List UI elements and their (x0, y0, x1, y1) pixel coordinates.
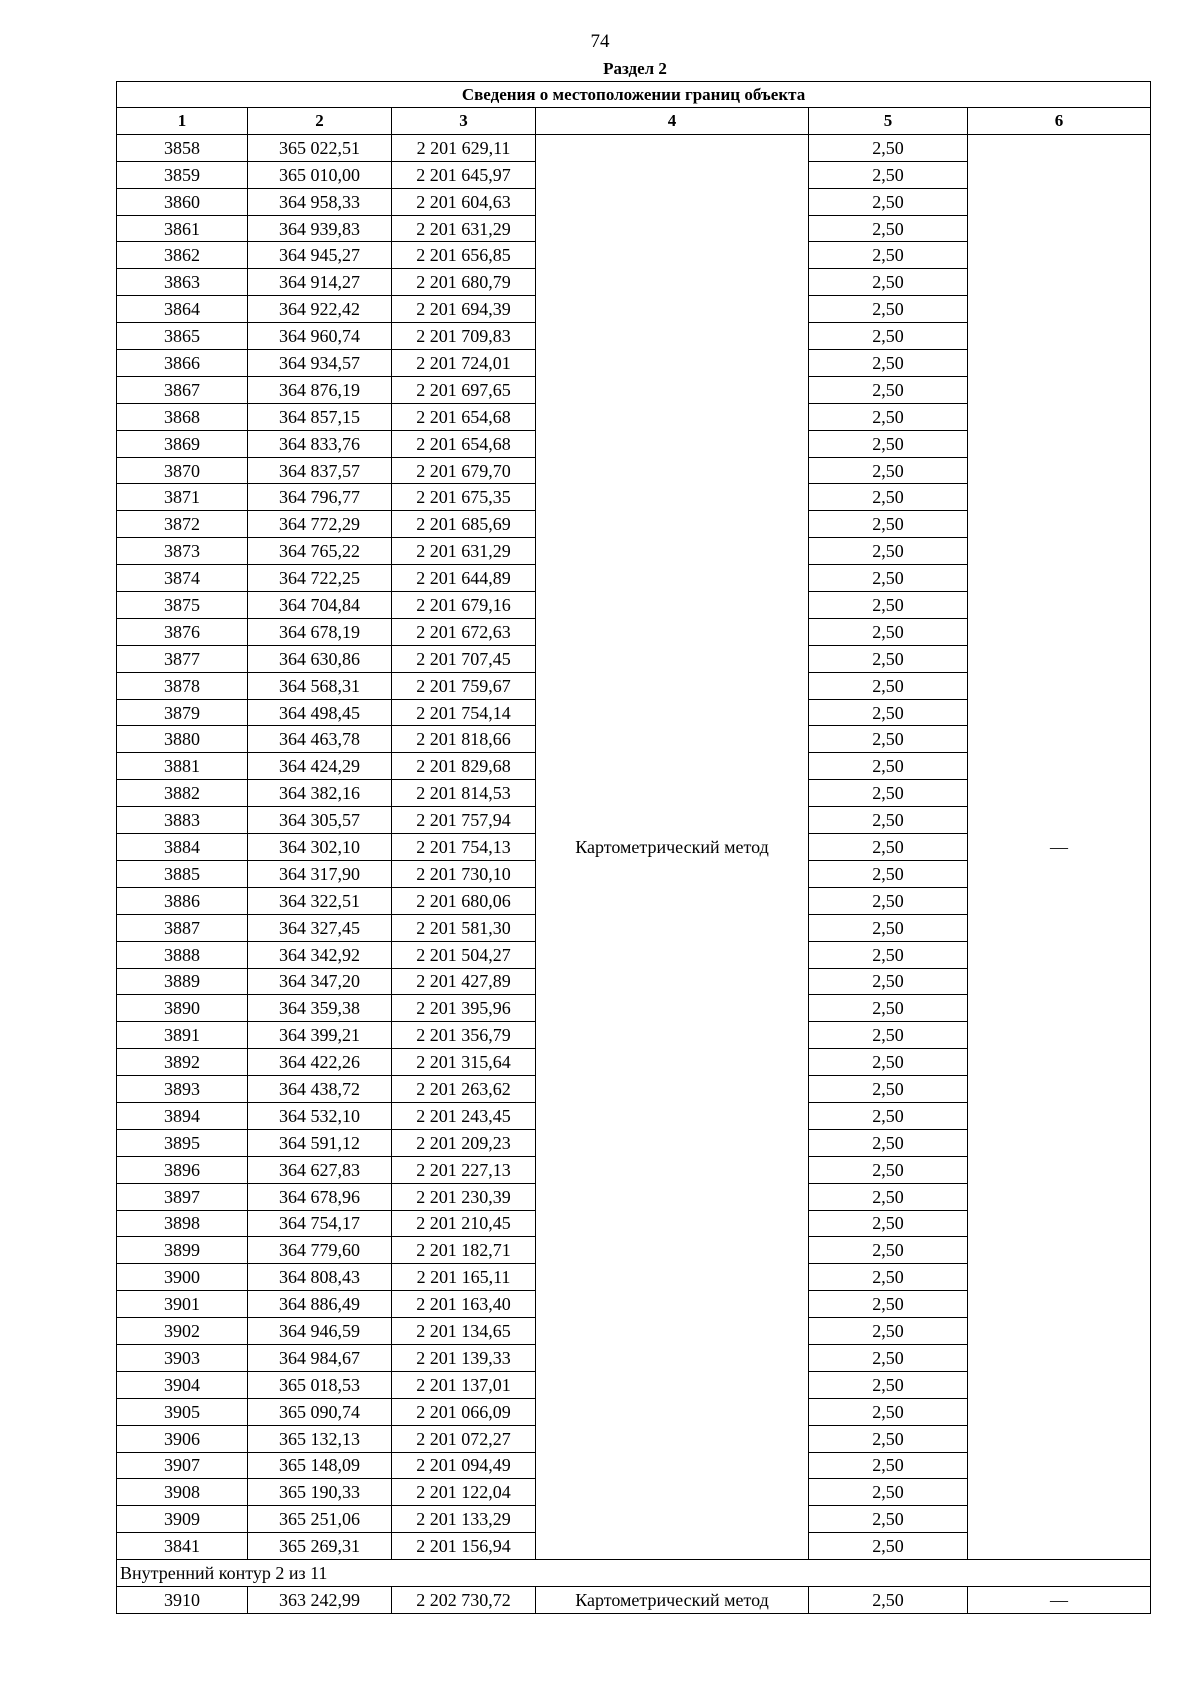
point-number-cell: 3882 (117, 780, 248, 807)
accuracy-cell: 2,50 (809, 1425, 968, 1452)
y-coordinate-cell: 2 201 759,67 (392, 672, 536, 699)
y-coordinate-cell: 2 201 656,85 (392, 242, 536, 269)
table-row (117, 1586, 1151, 1613)
x-coordinate-cell: 364 678,19 (248, 618, 392, 645)
point-number-cell: 3860 (117, 188, 248, 215)
y-coordinate-cell: 2 201 072,27 (392, 1425, 536, 1452)
x-coordinate-cell: 364 305,57 (248, 807, 392, 834)
x-coordinate-cell: 364 765,22 (248, 538, 392, 565)
accuracy-cell: 2,50 (809, 699, 968, 726)
x-coordinate-cell: 364 945,27 (248, 242, 392, 269)
x-coordinate-cell: 364 934,57 (248, 350, 392, 377)
point-number-cell: 3883 (117, 807, 248, 834)
x-coordinate-cell: 364 876,19 (248, 376, 392, 403)
section-title: Раздел 2 (603, 59, 667, 78)
point-number-cell: 3899 (117, 1237, 248, 1264)
accuracy-cell: 2,50 (809, 1183, 968, 1210)
x-coordinate-cell: 364 939,83 (248, 215, 392, 242)
point-number-cell: 3885 (117, 860, 248, 887)
x-coordinate-cell: 364 857,15 (248, 403, 392, 430)
x-coordinate-cell: 364 327,45 (248, 914, 392, 941)
y-coordinate-cell: 2 201 754,13 (392, 834, 536, 861)
point-number-cell: 3867 (117, 376, 248, 403)
point-number-cell: 3879 (117, 699, 248, 726)
x-coordinate-cell: 365 269,31 (248, 1533, 392, 1560)
y-coordinate-cell: 2 201 672,63 (392, 618, 536, 645)
point-number-cell: 3872 (117, 511, 248, 538)
accuracy-cell: 2,50 (809, 1506, 968, 1533)
point-number-cell: 3862 (117, 242, 248, 269)
y-coordinate-cell: 2 201 230,39 (392, 1183, 536, 1210)
accuracy-cell: 2,50 (809, 1237, 968, 1264)
y-coordinate-cell: 2 201 814,53 (392, 780, 536, 807)
description-cell: — (968, 134, 1151, 1559)
point-number-cell: 3889 (117, 968, 248, 995)
y-coordinate-cell: 2 201 629,11 (392, 134, 536, 161)
accuracy-cell: 2,50 (809, 1398, 968, 1425)
point-number-cell: 3878 (117, 672, 248, 699)
point-number-cell: 3897 (117, 1183, 248, 1210)
y-coordinate-cell: 2 201 581,30 (392, 914, 536, 941)
accuracy-cell: 2,50 (809, 1479, 968, 1506)
accuracy-cell: 2,50 (809, 645, 968, 672)
x-coordinate-cell: 364 317,90 (248, 860, 392, 887)
y-coordinate-cell: 2 201 680,79 (392, 269, 536, 296)
point-number-cell: 3881 (117, 753, 248, 780)
y-coordinate-cell: 2 201 137,01 (392, 1371, 536, 1398)
accuracy-cell: 2,50 (809, 1076, 968, 1103)
y-coordinate-cell: 2 201 694,39 (392, 296, 536, 323)
y-coordinate-cell: 2 201 679,70 (392, 457, 536, 484)
x-coordinate-cell: 364 678,96 (248, 1183, 392, 1210)
x-coordinate-cell: 364 754,17 (248, 1210, 392, 1237)
x-coordinate-cell: 364 627,83 (248, 1156, 392, 1183)
y-coordinate-cell: 2 201 724,01 (392, 350, 536, 377)
x-coordinate-cell: 364 422,26 (248, 1049, 392, 1076)
y-coordinate-cell: 2 201 679,16 (392, 592, 536, 619)
accuracy-cell: 2,50 (809, 1210, 968, 1237)
point-number-cell: 3886 (117, 887, 248, 914)
point-number-cell: 3887 (117, 914, 248, 941)
y-coordinate-cell: 2 201 680,06 (392, 887, 536, 914)
y-coordinate-cell: 2 201 644,89 (392, 565, 536, 592)
point-number-cell: 3865 (117, 323, 248, 350)
x-coordinate-cell: 365 251,06 (248, 1506, 392, 1533)
y-coordinate-cell: 2 201 604,63 (392, 188, 536, 215)
accuracy-cell: 2,50 (809, 457, 968, 484)
point-number-cell: 3864 (117, 296, 248, 323)
x-coordinate-cell: 365 010,00 (248, 161, 392, 188)
y-coordinate-cell: 2 201 757,94 (392, 807, 536, 834)
point-number-cell: 3841 (117, 1533, 248, 1560)
accuracy-cell: 2,50 (809, 565, 968, 592)
x-coordinate-cell: 364 958,33 (248, 188, 392, 215)
x-coordinate-cell: 365 090,74 (248, 1398, 392, 1425)
x-coordinate-cell: 364 591,12 (248, 1129, 392, 1156)
y-coordinate-cell: 2 201 315,64 (392, 1049, 536, 1076)
x-coordinate-cell: 364 914,27 (248, 269, 392, 296)
y-coordinate-cell: 2 201 654,68 (392, 430, 536, 457)
y-coordinate-cell: 2 202 730,72 (392, 1586, 536, 1613)
accuracy-cell: 2,50 (809, 161, 968, 188)
accuracy-cell: 2,50 (809, 1586, 968, 1613)
y-coordinate-cell: 2 201 685,69 (392, 511, 536, 538)
x-coordinate-cell: 364 532,10 (248, 1102, 392, 1129)
accuracy-cell: 2,50 (809, 484, 968, 511)
point-number-cell: 3858 (117, 134, 248, 161)
accuracy-cell: 2,50 (809, 995, 968, 1022)
x-coordinate-cell: 364 772,29 (248, 511, 392, 538)
accuracy-cell: 2,50 (809, 618, 968, 645)
x-coordinate-cell: 365 148,09 (248, 1452, 392, 1479)
y-coordinate-cell: 2 201 697,65 (392, 376, 536, 403)
y-coordinate-cell: 2 201 356,79 (392, 1022, 536, 1049)
y-coordinate-cell: 2 201 227,13 (392, 1156, 536, 1183)
x-coordinate-cell: 364 359,38 (248, 995, 392, 1022)
accuracy-cell: 2,50 (809, 1129, 968, 1156)
point-number-cell: 3859 (117, 161, 248, 188)
accuracy-cell: 2,50 (809, 780, 968, 807)
x-coordinate-cell: 364 498,45 (248, 699, 392, 726)
y-coordinate-cell: 2 201 122,04 (392, 1479, 536, 1506)
y-coordinate-cell: 2 201 210,45 (392, 1210, 536, 1237)
y-coordinate-cell: 2 201 754,14 (392, 699, 536, 726)
accuracy-cell: 2,50 (809, 1156, 968, 1183)
accuracy-cell: 2,50 (809, 215, 968, 242)
y-coordinate-cell: 2 201 730,10 (392, 860, 536, 887)
point-number-cell: 3896 (117, 1156, 248, 1183)
accuracy-cell: 2,50 (809, 1318, 968, 1345)
contour-row (117, 1560, 1151, 1587)
x-coordinate-cell: 364 946,59 (248, 1318, 392, 1345)
point-number-cell: 3909 (117, 1506, 248, 1533)
y-coordinate-cell: 2 201 818,66 (392, 726, 536, 753)
accuracy-cell: 2,50 (809, 1452, 968, 1479)
column-header: 3 (392, 108, 536, 135)
point-number-cell: 3906 (117, 1425, 248, 1452)
x-coordinate-cell: 364 960,74 (248, 323, 392, 350)
accuracy-cell: 2,50 (809, 1533, 968, 1560)
column-header: 6 (968, 108, 1151, 135)
x-coordinate-cell: 364 779,60 (248, 1237, 392, 1264)
accuracy-cell: 2,50 (809, 941, 968, 968)
x-coordinate-cell: 364 382,16 (248, 780, 392, 807)
point-number-cell: 3908 (117, 1479, 248, 1506)
accuracy-cell: 2,50 (809, 296, 968, 323)
x-coordinate-cell: 364 808,43 (248, 1264, 392, 1291)
page-number: 74 (590, 31, 610, 52)
y-coordinate-cell: 2 201 134,65 (392, 1318, 536, 1345)
x-coordinate-cell: 364 302,10 (248, 834, 392, 861)
x-coordinate-cell: 364 568,31 (248, 672, 392, 699)
point-number-cell: 3904 (117, 1371, 248, 1398)
point-number-cell: 3866 (117, 350, 248, 377)
accuracy-cell: 2,50 (809, 403, 968, 430)
point-number-cell: 3880 (117, 726, 248, 753)
column-header: 1 (117, 108, 248, 135)
point-number-cell: 3861 (117, 215, 248, 242)
point-number-cell: 3873 (117, 538, 248, 565)
accuracy-cell: 2,50 (809, 242, 968, 269)
x-coordinate-cell: 365 022,51 (248, 134, 392, 161)
x-coordinate-cell: 365 190,33 (248, 1479, 392, 1506)
y-coordinate-cell: 2 201 504,27 (392, 941, 536, 968)
accuracy-cell: 2,50 (809, 968, 968, 995)
y-coordinate-cell: 2 201 163,40 (392, 1291, 536, 1318)
x-coordinate-cell: 364 424,29 (248, 753, 392, 780)
x-coordinate-cell: 365 132,13 (248, 1425, 392, 1452)
point-number-cell: 3891 (117, 1022, 248, 1049)
accuracy-cell: 2,50 (809, 323, 968, 350)
boundaries-table (116, 81, 1151, 1614)
x-coordinate-cell: 364 833,76 (248, 430, 392, 457)
y-coordinate-cell: 2 201 209,23 (392, 1129, 536, 1156)
y-coordinate-cell: 2 201 631,29 (392, 215, 536, 242)
description-cell: — (968, 1586, 1151, 1613)
x-coordinate-cell: 364 347,20 (248, 968, 392, 995)
point-number-cell: 3894 (117, 1102, 248, 1129)
point-number-cell: 3888 (117, 941, 248, 968)
accuracy-cell: 2,50 (809, 807, 968, 834)
accuracy-cell: 2,50 (809, 860, 968, 887)
point-number-cell: 3877 (117, 645, 248, 672)
accuracy-cell: 2,50 (809, 376, 968, 403)
table-row (117, 134, 1151, 161)
x-coordinate-cell: 364 630,86 (248, 645, 392, 672)
y-coordinate-cell: 2 201 243,45 (392, 1102, 536, 1129)
x-coordinate-cell: 364 837,57 (248, 457, 392, 484)
point-number-cell: 3910 (117, 1586, 248, 1613)
point-number-cell: 3898 (117, 1210, 248, 1237)
point-number-cell: 3902 (117, 1318, 248, 1345)
accuracy-cell: 2,50 (809, 511, 968, 538)
point-number-cell: 3903 (117, 1344, 248, 1371)
accuracy-cell: 2,50 (809, 430, 968, 457)
y-coordinate-cell: 2 201 066,09 (392, 1398, 536, 1425)
accuracy-cell: 2,50 (809, 672, 968, 699)
accuracy-cell: 2,50 (809, 188, 968, 215)
accuracy-cell: 2,50 (809, 1291, 968, 1318)
y-coordinate-cell: 2 201 707,45 (392, 645, 536, 672)
y-coordinate-cell: 2 201 133,29 (392, 1506, 536, 1533)
point-number-cell: 3874 (117, 565, 248, 592)
accuracy-cell: 2,50 (809, 592, 968, 619)
method-cell: Картометрический метод (536, 134, 809, 1559)
y-coordinate-cell: 2 201 139,33 (392, 1344, 536, 1371)
accuracy-cell: 2,50 (809, 538, 968, 565)
x-coordinate-cell: 364 704,84 (248, 592, 392, 619)
accuracy-cell: 2,50 (809, 134, 968, 161)
x-coordinate-cell: 364 722,25 (248, 565, 392, 592)
y-coordinate-cell: 2 201 675,35 (392, 484, 536, 511)
y-coordinate-cell: 2 201 645,97 (392, 161, 536, 188)
x-coordinate-cell: 365 018,53 (248, 1371, 392, 1398)
point-number-cell: 3901 (117, 1291, 248, 1318)
point-number-cell: 3895 (117, 1129, 248, 1156)
accuracy-cell: 2,50 (809, 914, 968, 941)
column-header-row (117, 108, 1151, 135)
point-number-cell: 3905 (117, 1398, 248, 1425)
y-coordinate-cell: 2 201 654,68 (392, 403, 536, 430)
x-coordinate-cell: 364 463,78 (248, 726, 392, 753)
point-number-cell: 3900 (117, 1264, 248, 1291)
method-cell: Картометрический метод (536, 1586, 809, 1613)
x-coordinate-cell: 364 399,21 (248, 1022, 392, 1049)
x-coordinate-cell: 363 242,99 (248, 1586, 392, 1613)
y-coordinate-cell: 2 201 631,29 (392, 538, 536, 565)
point-number-cell: 3884 (117, 834, 248, 861)
point-number-cell: 3870 (117, 457, 248, 484)
y-coordinate-cell: 2 201 094,49 (392, 1452, 536, 1479)
y-coordinate-cell: 2 201 395,96 (392, 995, 536, 1022)
point-number-cell: 3871 (117, 484, 248, 511)
table-title: Сведения о местоположении границ объекта (117, 82, 1151, 108)
accuracy-cell: 2,50 (809, 1102, 968, 1129)
y-coordinate-cell: 2 201 427,89 (392, 968, 536, 995)
point-number-cell: 3863 (117, 269, 248, 296)
point-number-cell: 3869 (117, 430, 248, 457)
accuracy-cell: 2,50 (809, 1022, 968, 1049)
contour-label: Внутренний контур 2 из 11 (117, 1560, 1151, 1587)
accuracy-cell: 2,50 (809, 887, 968, 914)
accuracy-cell: 2,50 (809, 1264, 968, 1291)
accuracy-cell: 2,50 (809, 753, 968, 780)
accuracy-cell: 2,50 (809, 1344, 968, 1371)
column-header: 2 (248, 108, 392, 135)
accuracy-cell: 2,50 (809, 350, 968, 377)
y-coordinate-cell: 2 201 709,83 (392, 323, 536, 350)
column-header: 5 (809, 108, 968, 135)
x-coordinate-cell: 364 796,77 (248, 484, 392, 511)
accuracy-cell: 2,50 (809, 1371, 968, 1398)
accuracy-cell: 2,50 (809, 1049, 968, 1076)
point-number-cell: 3892 (117, 1049, 248, 1076)
y-coordinate-cell: 2 201 156,94 (392, 1533, 536, 1560)
column-header: 4 (536, 108, 809, 135)
y-coordinate-cell: 2 201 829,68 (392, 753, 536, 780)
point-number-cell: 3875 (117, 592, 248, 619)
point-number-cell: 3876 (117, 618, 248, 645)
accuracy-cell: 2,50 (809, 269, 968, 296)
x-coordinate-cell: 364 886,49 (248, 1291, 392, 1318)
y-coordinate-cell: 2 201 182,71 (392, 1237, 536, 1264)
accuracy-cell: 2,50 (809, 834, 968, 861)
x-coordinate-cell: 364 322,51 (248, 887, 392, 914)
y-coordinate-cell: 2 201 263,62 (392, 1076, 536, 1103)
table-body (117, 134, 1151, 1613)
x-coordinate-cell: 364 984,67 (248, 1344, 392, 1371)
x-coordinate-cell: 364 438,72 (248, 1076, 392, 1103)
point-number-cell: 3893 (117, 1076, 248, 1103)
x-coordinate-cell: 364 922,42 (248, 296, 392, 323)
y-coordinate-cell: 2 201 165,11 (392, 1264, 536, 1291)
x-coordinate-cell: 364 342,92 (248, 941, 392, 968)
point-number-cell: 3890 (117, 995, 248, 1022)
accuracy-cell: 2,50 (809, 726, 968, 753)
point-number-cell: 3868 (117, 403, 248, 430)
point-number-cell: 3907 (117, 1452, 248, 1479)
